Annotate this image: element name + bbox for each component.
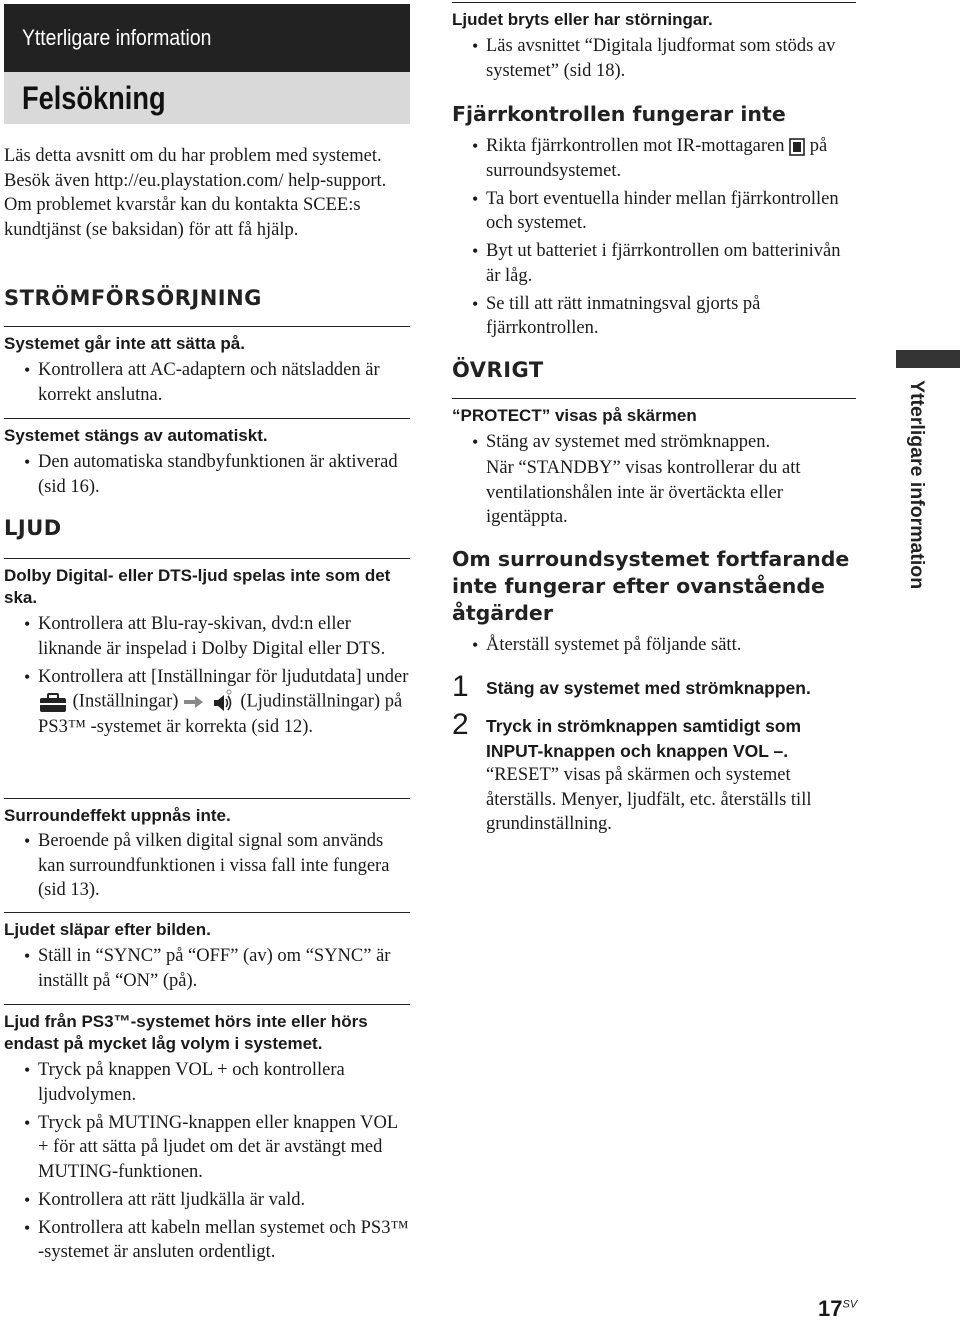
page-number xyxy=(818,1296,857,1322)
section-header-text: Ytterligare information xyxy=(22,25,212,50)
page-title xyxy=(4,72,410,124)
list-item-text: på surroundsystemet. xyxy=(486,136,828,181)
remote-list xyxy=(452,134,856,344)
list-item: • Kontrollera att rätt ljudkälla är vald. xyxy=(4,1188,410,1213)
list-item-text: (Ljudinställningar) på PS3™ -systemet är korrekta (sid 12). xyxy=(38,691,403,737)
ir-sensor-icon xyxy=(789,138,805,156)
other-q1-list xyxy=(452,430,856,458)
other-q1-continuation: När “STANDBY” visas kontrollerar du att ventilationshålen inte är övertäckta eller igentäppta. xyxy=(486,458,801,527)
list-item: • Den automatiska standbyfunktionen är aktiverad (sid 16). xyxy=(4,450,410,499)
power-q2-list xyxy=(4,450,410,503)
list-item-text: (Inställningar) xyxy=(72,691,179,712)
power-heading: STRÖMFÖRSÖRJNING xyxy=(4,286,262,310)
other-question-1: “PROTECT” visas på skärmen xyxy=(452,398,856,427)
list-item: • Stäng av systemet med strömknappen. xyxy=(452,430,856,455)
list-item: • Tryck på MUTING-knappen eller knappen VOL + för att sätta på ljudet om det är avstängt med MUTING-funktionen. xyxy=(4,1111,410,1185)
sound-question-2: Surroundeffekt uppnås inte. xyxy=(4,798,410,827)
intro-paragraph: Läs detta avsnitt om du har problem med systemet. Besök även http://eu.playstation.com/ help-support. Om problemet kvarstår kan du kontakta SCEE:s kundtjänst (se baksidan) för att få hjälp. xyxy=(4,146,387,240)
list-item: • Ställ in “SYNC” på “OFF” (av) om “SYNC” är inställt på “ON” (på). xyxy=(4,944,410,993)
list-item: • Återställ systemet på följande sätt. xyxy=(452,633,856,658)
sound-question-1: Dolby Digital- eller DTS-ljud spelas inte som det ska. xyxy=(4,558,410,609)
step-number: 1 xyxy=(452,670,469,703)
toolbox-settings-icon xyxy=(38,691,68,713)
arrow-right-icon xyxy=(183,694,205,710)
sound-question-5: Ljudet bryts eller har störningar. xyxy=(452,2,856,31)
list-item: • Byt ut batteriet i fjärrkontrollen om batterinivån är låg. xyxy=(452,239,856,288)
page-number-value: 17 xyxy=(818,1296,843,1321)
list-item: • Läs avsnittet “Digitala ljudformat som stöds av systemet” (sid 18). xyxy=(452,34,856,83)
list-item: • Beroende på vilken digital signal som används kan surroundfunktionen i vissa fall inte fungera (sid 13). xyxy=(4,829,410,903)
step-text: Tryck in strömknappen samtidigt som INPUT-knappen och knappen VOL –. xyxy=(486,716,802,761)
side-tab-label: Ytterligare information xyxy=(906,380,928,590)
page-title-text: Felsökning xyxy=(22,79,166,116)
power-q1-list xyxy=(4,358,410,411)
list-item xyxy=(4,665,410,740)
list-item: • Se till att rätt inmatningsval gjorts på fjärrkontrollen. xyxy=(452,292,856,341)
list-item-text: Kontrollera att [Inställningar för ljudutdata] under xyxy=(38,666,409,687)
sound-q1-list xyxy=(4,612,410,743)
step-number: 2 xyxy=(452,708,469,741)
sound-q4-list xyxy=(4,1058,410,1268)
reset-heading: Om surroundsystemet fortfarande inte fungerar efter ovanstående åtgärder xyxy=(452,547,850,625)
list-item: • Ta bort eventuella hinder mellan fjärrkontrollen och systemet. xyxy=(452,187,856,236)
step-subtext: “RESET” visas på skärmen och systemet återställs. Menyer, ljudfält, etc. återställs till grundinställning. xyxy=(486,765,812,834)
remote-heading: Fjärrkontrollen fungerar inte xyxy=(452,102,786,126)
list-item: • Tryck på knappen VOL + och kontrollera ljudvolymen. xyxy=(4,1058,410,1107)
sound-question-4: Ljud från PS3™-systemet hörs inte eller hörs endast på mycket låg volym i systemet. xyxy=(4,1004,410,1055)
reset-list xyxy=(452,633,856,661)
list-item xyxy=(452,134,856,183)
list-item: • Kontrollera att AC-adaptern och nätsladden är korrekt anslutna. xyxy=(4,358,410,407)
list-item-text: Rikta fjärrkontrollen mot IR-mottagaren xyxy=(486,136,785,156)
sound-question-3: Ljudet släpar efter bilden. xyxy=(4,912,410,941)
other-heading: ÖVRIGT xyxy=(452,358,544,382)
page-number-suffix: SV xyxy=(842,1298,858,1311)
sound-settings-icon xyxy=(210,689,236,715)
section-header xyxy=(4,4,410,72)
list-item: • Kontrollera att Blu-ray-skivan, dvd:n eller liknande är inspelad i Dolby Digital eller DTS. xyxy=(4,612,410,661)
sound-q5-list xyxy=(452,34,856,87)
power-question-1: Systemet går inte att sätta på. xyxy=(4,326,410,355)
power-question-2: Systemet stängs av automatiskt. xyxy=(4,418,410,447)
list-item: • Kontrollera att kabeln mellan systemet och PS3™ -systemet är ansluten ordentligt. xyxy=(4,1216,410,1265)
sound-q2-list xyxy=(4,829,410,906)
sound-heading: LJUD xyxy=(4,516,62,540)
step-text: Stäng av systemet med strömknappen. xyxy=(486,678,811,698)
sound-q3-list xyxy=(4,944,410,997)
side-tab-marker xyxy=(896,350,960,368)
